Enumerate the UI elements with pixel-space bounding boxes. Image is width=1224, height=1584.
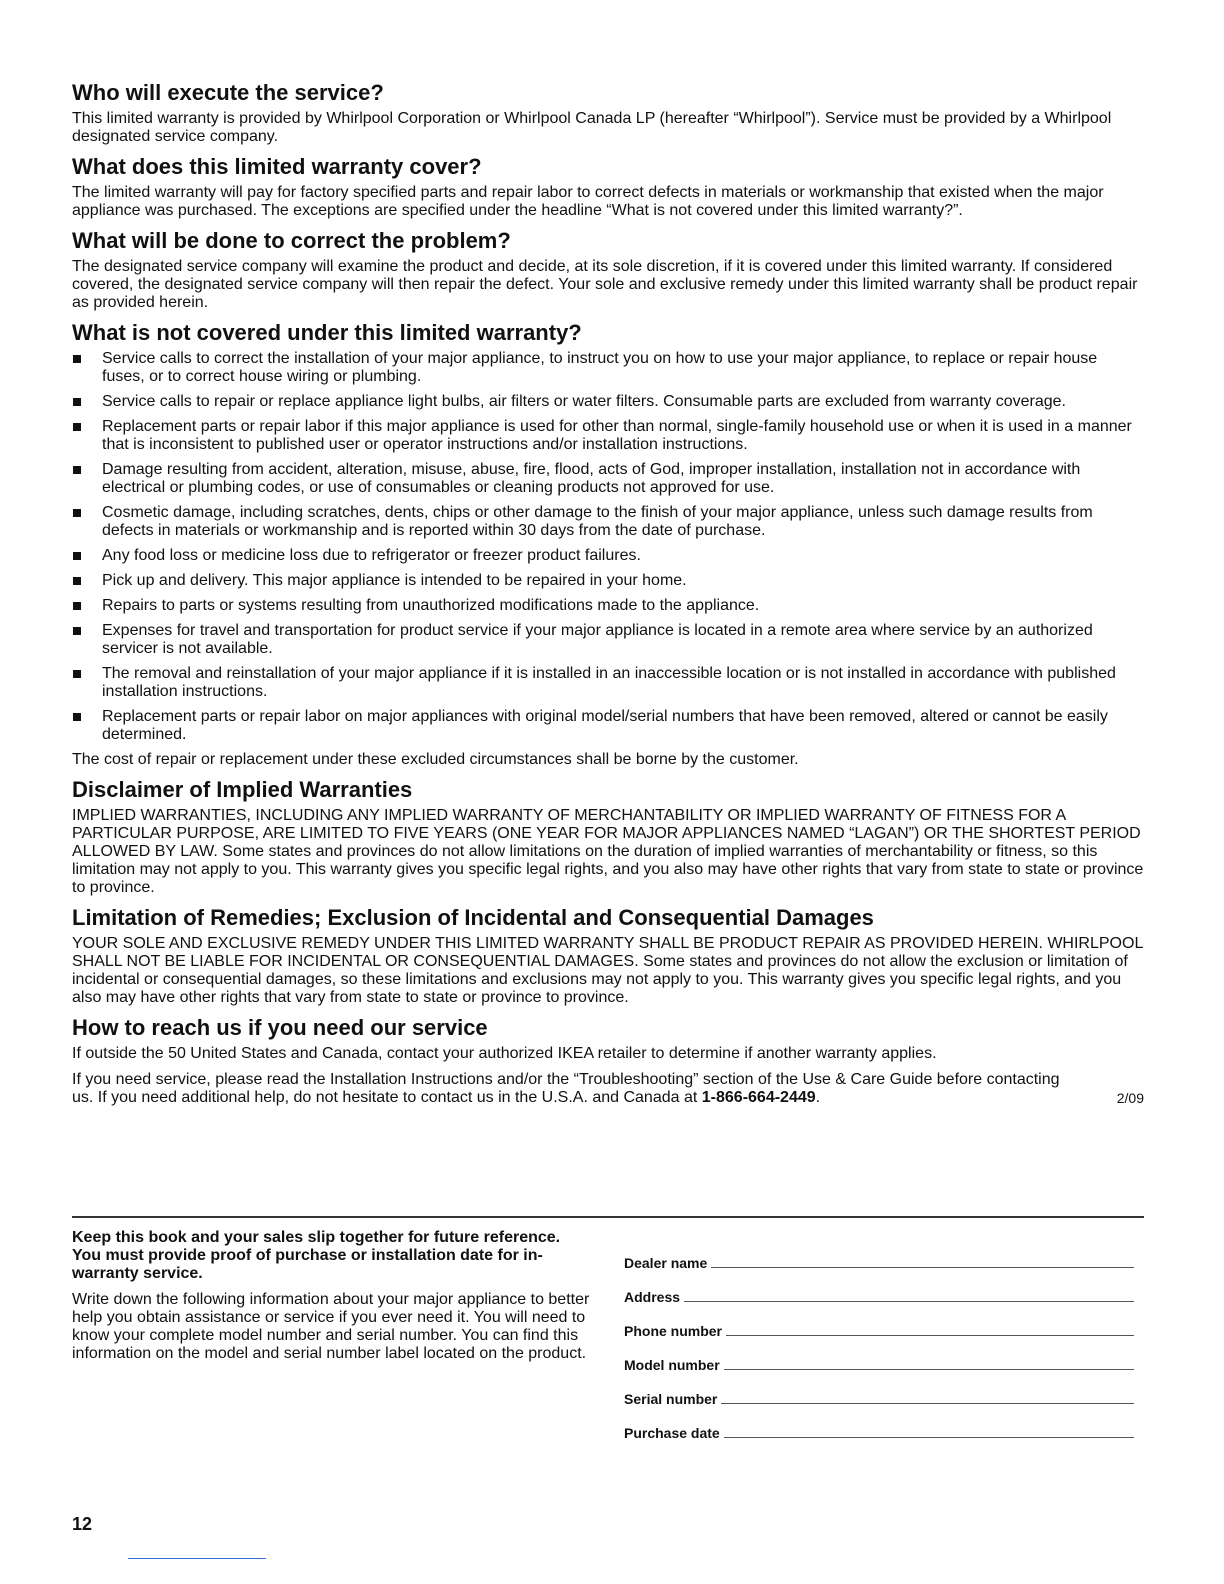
bullet-square-icon bbox=[73, 509, 81, 517]
contact-line bbox=[72, 1071, 1144, 1107]
section-divider bbox=[72, 1216, 1144, 1218]
paragraph-disclaimer: IMPLIED WARRANTIES, INCLUDING ANY IMPLIED WARRANTY OF MERCHANTABILITY OR IMPLIED WARRANTY OF FITNESS FOR A PARTICULAR PURPOSE, ARE LIMITED TO FIVE YEARS (ONE YEAR FOR MAJOR APPLIANCES NAMED “LAGAN”) OR THE SHORTEST PERIOD ALLOWED BY LAW. Some states and provinces do not allow limitations on the duration of implied warranties of merchantability or fitness, so this limitation may not apply to you. This warranty gives you specific legal rights, and you also may have other rights that vary from state to state or province to province. bbox=[72, 807, 1144, 896]
keep-info bbox=[72, 1229, 592, 1441]
model-number-field[interactable]: Model number bbox=[624, 1339, 1134, 1373]
paragraph-correct: The designated service company will examine the product and decide, at its sole discretion, if it is covered under this limited warranty. If considered covered, the designated service company will then repair the defect. Your sole and exclusive remedy under this limited warranty shall be product repair as provided herein. bbox=[72, 258, 1138, 311]
list-item: Repairs to parts or systems resulting from unauthorized modifications made to the appliance. bbox=[72, 597, 1144, 615]
keep-text: Write down the following information about your major appliance to better help you obtain assistance or service if you ever need it. You will need to know your complete model number and serial number. You can find this information on the model and serial number label located on the product. bbox=[72, 1291, 590, 1362]
section-disclaimer bbox=[72, 777, 1144, 897]
bullet-square-icon bbox=[73, 577, 81, 585]
list-item: The removal and reinstallation of your major appliance if it is installed in an inaccessible location or is not installed in accordance with published installation instructions. bbox=[72, 665, 1144, 701]
record-form bbox=[624, 1229, 1134, 1441]
bullet-square-icon bbox=[73, 423, 81, 431]
list-item: Expenses for travel and transportation for product service if your major appliance is located in a remote area where service by an authorized servicer is not available. bbox=[72, 622, 1144, 658]
heading-not-covered: What is not covered under this limited warranty? bbox=[72, 320, 582, 345]
paragraph-covered: The limited warranty will pay for factory specified parts and repair labor to correct defects in materials or workmanship that existed when the major appliance was purchased. The exceptions are specified under the headline “What is not covered under this limited warranty?”. bbox=[72, 184, 1104, 219]
record-panel bbox=[72, 1229, 1144, 1441]
bullet-square-icon bbox=[73, 602, 81, 610]
bullet-square-icon bbox=[73, 398, 81, 406]
purchase-date-field[interactable]: Purchase date bbox=[624, 1407, 1134, 1441]
heading-disclaimer: Disclaimer of Implied Warranties bbox=[72, 777, 413, 802]
paragraph-reach-outside: If outside the 50 United States and Canada, contact your authorized IKEA retailer to determine if another warranty applies. bbox=[72, 1045, 937, 1062]
list-item: Damage resulting from accident, alteration, misuse, abuse, fire, flood, acts of God, improper installation, installation not in accordance with electrical or plumbing codes, or use of consumables or cleaning products not approved for use. bbox=[72, 461, 1144, 497]
heading-who: Who will execute the service? bbox=[72, 80, 384, 105]
bullet-square-icon bbox=[73, 355, 81, 363]
bullet-square-icon bbox=[73, 670, 81, 678]
heading-reach: How to reach us if you need our service bbox=[72, 1015, 488, 1040]
paragraph-who: This limited warranty is provided by Whirlpool Corporation or Whirlpool Canada LP (hereafter “Whirlpool”). Service must be provided by a Whirlpool designated service company. bbox=[72, 110, 1112, 145]
list-item: Cosmetic damage, including scratches, dents, chips or other damage to the finish of your major appliance, unless such damage results from defects in materials or workmanship and is reported within 30 days from the date of purchase. bbox=[72, 504, 1144, 540]
bullet-square-icon bbox=[73, 466, 81, 474]
phone-number-field[interactable]: Phone number bbox=[624, 1305, 1134, 1339]
section-correct bbox=[72, 228, 1144, 312]
not-covered-closing: The cost of repair or replacement under these excluded circumstances shall be borne by the customer. bbox=[72, 751, 799, 768]
not-covered-list bbox=[72, 350, 1144, 744]
list-item: Pick up and delivery. This major appliance is intended to be repaired in your home. bbox=[72, 572, 1144, 590]
list-item: Service calls to repair or replace appliance light bulbs, air filters or water filters. Consumable parts are excluded from warranty coverage. bbox=[72, 393, 1144, 411]
heading-correct: What will be done to correct the problem? bbox=[72, 228, 511, 253]
list-item: Any food loss or medicine loss due to refrigerator or freezer product failures. bbox=[72, 547, 1144, 565]
paragraph-reach-contact: If you need service, please read the Installation Instructions and/or the “Troubleshooting” section of the Use & Care Guide before contacting us. If you need additional help, do not hesitate to contact us in the U.S.A. and Canada at 1-866-664-2449. bbox=[72, 1071, 1060, 1106]
section-who bbox=[72, 80, 1144, 146]
heading-limitation: Limitation of Remedies; Exclusion of Incidental and Consequential Damages bbox=[72, 905, 874, 930]
section-reach bbox=[72, 1015, 1144, 1107]
revision-date: 2/09 bbox=[1116, 1090, 1144, 1106]
keep-lead: Keep this book and your sales slip together for future reference. You must provide proof of purchase or installation date for in-warranty service. bbox=[72, 1229, 561, 1282]
warranty-page bbox=[72, 80, 1144, 1107]
footer-line bbox=[128, 1558, 266, 1559]
section-not-covered bbox=[72, 320, 1144, 769]
list-item: Replacement parts or repair labor if this major appliance is used for other than normal, single-family household use or when it is used in a manner that is inconsistent to published user or operator instructions and/or installation instructions. bbox=[72, 418, 1144, 454]
section-limitation bbox=[72, 905, 1144, 1007]
section-covered bbox=[72, 154, 1144, 220]
dealer-name-field[interactable]: Dealer name bbox=[624, 1237, 1134, 1271]
bullet-square-icon bbox=[73, 552, 81, 560]
phone-number: 1-866-664-2449 bbox=[701, 1089, 816, 1106]
page-number: 12 bbox=[72, 1514, 93, 1534]
list-item: Service calls to correct the installation of your major appliance, to instruct you on how to use your major appliance, to replace or repair house fuses, or to correct house wiring or plumbing. bbox=[72, 350, 1144, 386]
paragraph-limitation: YOUR SOLE AND EXCLUSIVE REMEDY UNDER THIS LIMITED WARRANTY SHALL BE PRODUCT REPAIR AS PROVIDED HEREIN. WHIRLPOOL SHALL NOT BE LIABLE FOR INCIDENTAL OR CONSEQUENTIAL DAMAGES. Some states and provinces do not allow the exclusion or limitation of incidental or consequential damages, so these limitations and exclusions may not apply to you. This warranty gives you specific legal rights, and you also may have other rights that vary from state to state or province to province. bbox=[72, 935, 1143, 1006]
bullet-square-icon bbox=[73, 627, 81, 635]
list-item: Replacement parts or repair labor on major appliances with original model/serial numbers that have been removed, altered or cannot be easily determined. bbox=[72, 708, 1144, 744]
bullet-square-icon bbox=[73, 713, 81, 721]
serial-number-field[interactable]: Serial number bbox=[624, 1373, 1134, 1407]
address-field[interactable]: Address bbox=[624, 1271, 1134, 1305]
heading-covered: What does this limited warranty cover? bbox=[72, 154, 482, 179]
